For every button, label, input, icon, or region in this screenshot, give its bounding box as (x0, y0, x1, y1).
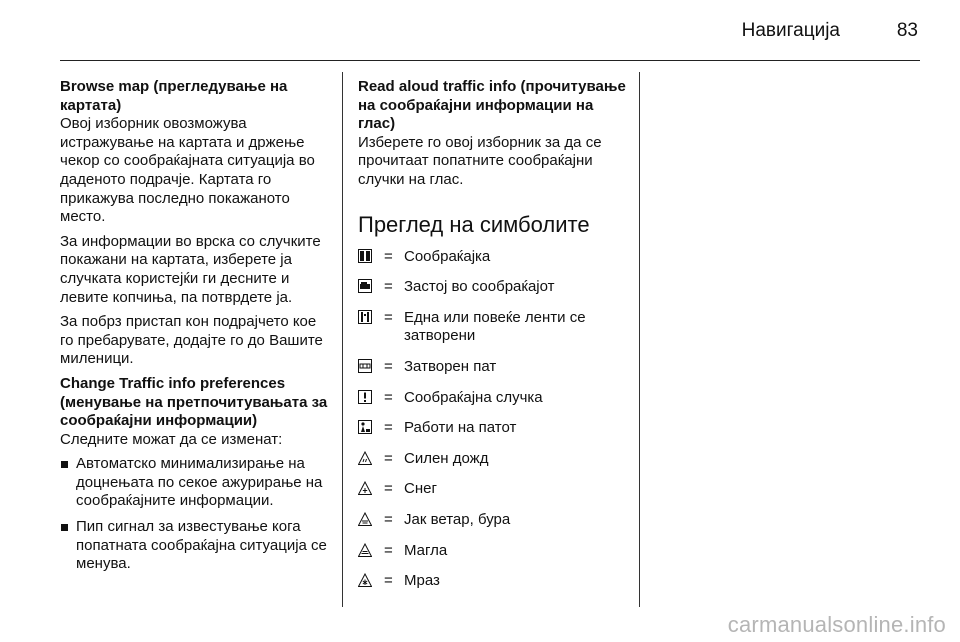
heavy-rain-icon (358, 451, 372, 465)
equals-sign: = (384, 419, 393, 437)
traffic-incident-icon (358, 390, 372, 404)
column-divider-2 (639, 72, 640, 607)
equals-sign: = (384, 308, 393, 326)
bullet-icon (61, 461, 68, 468)
page-number: 83 (896, 20, 918, 41)
symbol-row (358, 480, 630, 499)
equals-sign: = (384, 449, 393, 467)
read-aloud-heading: Read aloud traffic info (прочитување на сообраќајни информации на глас) (358, 78, 626, 133)
symbol-row (358, 511, 630, 530)
symbol-label: Застој во сообраќајот (404, 278, 555, 296)
symbol-row (358, 309, 630, 346)
symbol-label: Сообраќајна случка (404, 388, 543, 406)
symbol-label: Мраз (404, 572, 440, 590)
column-divider-1 (342, 72, 343, 607)
snow-icon (358, 481, 372, 495)
equals-sign: = (384, 247, 393, 265)
equals-sign: = (384, 480, 393, 498)
equals-sign: = (384, 572, 393, 590)
roadworks-icon (358, 420, 372, 434)
equals-sign: = (384, 388, 393, 406)
fog-icon (358, 543, 372, 557)
equals-sign: = (384, 278, 393, 296)
symbol-row (358, 389, 630, 408)
symbol-row (358, 572, 630, 591)
symbols-title: Преглед на симболите (358, 211, 590, 237)
symbol-row (358, 542, 630, 561)
equals-sign: = (384, 357, 393, 375)
watermark: carmanualsonline.info (727, 612, 946, 637)
symbol-row (358, 419, 630, 438)
symbol-label: Магла (404, 541, 448, 559)
list-item (60, 518, 332, 574)
equals-sign: = (384, 541, 393, 559)
list-item-text: Пип сигнал за известување кога попатната сообраќајна ситуација се менува. (76, 518, 327, 573)
symbol-label: Силен дожд (404, 449, 489, 467)
read-aloud-text: Изберете го овој изборник за да се прочитаат попатните сообраќајни случки на глас. (358, 133, 602, 188)
symbol-label: Сообраќајка (404, 247, 491, 265)
symbol-row (358, 450, 630, 469)
info-paragraph: За информации во врска со случките покажани на картата, изберете ја случката користејќи ги десните и левите копчиња, па потврдете ја. (60, 232, 321, 306)
frost-icon (358, 573, 372, 587)
symbol-label: Една или повеќе ленти се затворени (404, 308, 586, 345)
quick-access-paragraph: За побрз пристап кон подрајчето кое го пребарувате, додајте го до Вашите миленици. (60, 313, 323, 368)
change-preferences-section (60, 375, 332, 574)
read-aloud-section (358, 78, 630, 190)
symbol-label: Снег (404, 480, 437, 498)
list-item (60, 455, 332, 511)
symbols-list (358, 248, 630, 591)
header-rule (60, 60, 920, 61)
lanes-closed-icon (358, 310, 372, 324)
symbol-row (358, 358, 630, 377)
symbol-label: Јак ветар, бура (404, 510, 511, 528)
traffic-jam-icon (358, 249, 372, 263)
symbol-row (358, 248, 630, 267)
column-left (60, 78, 332, 581)
symbol-label: Работи на патот (404, 419, 517, 437)
list-item-text: Автоматско минимализирање на доцнењата по секое ажурирање на сообраќајните информации. (76, 455, 323, 510)
change-preferences-heading: Change Traffic info preferences (менување на претпочитувањата за сообраќајни информации) (60, 374, 328, 430)
standstill-icon (358, 279, 372, 293)
page-header (60, 18, 920, 58)
bullet-icon (61, 524, 68, 531)
road-closed-icon (358, 359, 372, 373)
browse-map-heading: Browse map (прегледување на картата) (60, 78, 288, 114)
browse-map-text: Овој изборник овозможува истражување на картата и држење чекор со сообраќајната ситуација во даденото подрачје. Картата го прикажува последно покажаното место. (60, 115, 315, 226)
equals-sign: = (384, 510, 393, 528)
change-preferences-text: Следните можат да се изменат: (60, 430, 283, 448)
symbol-row (358, 278, 630, 297)
browse-map-section (60, 78, 332, 227)
symbol-label: Затворен пат (404, 357, 497, 375)
preferences-list (60, 455, 332, 574)
page-title: Навигација (741, 20, 840, 41)
column-middle (358, 78, 630, 603)
strong-wind-icon (358, 512, 372, 526)
